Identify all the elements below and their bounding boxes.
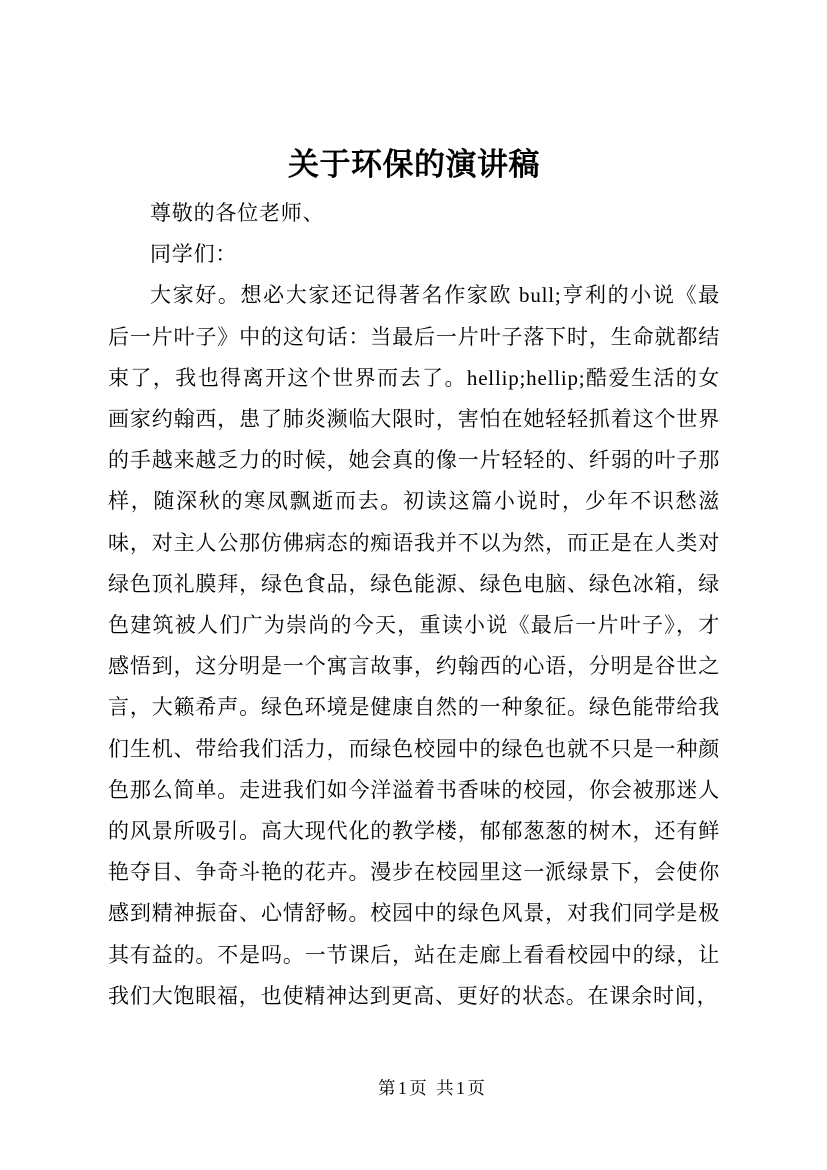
- salutation-students: 同学们：: [150, 242, 238, 267]
- document-title: 关于环保的演讲稿: [288, 147, 540, 182]
- body-paragraph: 大家好。想必大家还记得著名作家欧 bull;亨利的小说《最后一片叶子》中的这句话：当最后一片叶子落下时，生命就都结束了，我也得离开这个世界而去了。hellip;hellip;酷爱生活的女画家约翰西，患了肺炎濒临大限时，害怕在她轻轻抓着这个世界的手越来越乏力的时候，她会真的像一片轻轻的、纤弱的叶子那样，随深秋的寒凤飘逝而去。初读这篇小说时，少年不识愁滋味，对主人公那仿佛病态的痴语我并不以为然，而正是在人类对绿色顶礼膜拜，绿色食品，绿色能源、绿色电脑、绿色冰箱，绿色建筑被人们广为崇尚的今天，重读小说《最后一片叶子》，才感悟到，这分明是一个寓言故事，约翰西的心语，分明是谷世之言，大籁希声。绿色环境是健康自然的一种象征。绿色能带给我们生机、带给我们活力，而绿色校园中的绿色也就不只是一种颜色那么简单。走进我们如今洋溢着书香味的校园，你会被那迷人的风景所吸引。高大现代化的教学楼，郁郁葱葱的树木，还有鲜艳夺目、争奇斗艳的花卉。漫步在校园里这一派绿景下，会使你感到精神振奋、心情舒畅。校园中的绿色风景，对我们同学是极其有益的。不是吗。一节课后，站在走廊上看看校园中的绿，让我们大饱眼福，也使精神达到更高、更好的状态。在课余时间，: [108, 283, 720, 1008]
- page-number-footer: 第1页 共1页: [378, 1078, 488, 1098]
- salutation-teachers: 尊敬的各位老师、: [150, 201, 325, 225]
